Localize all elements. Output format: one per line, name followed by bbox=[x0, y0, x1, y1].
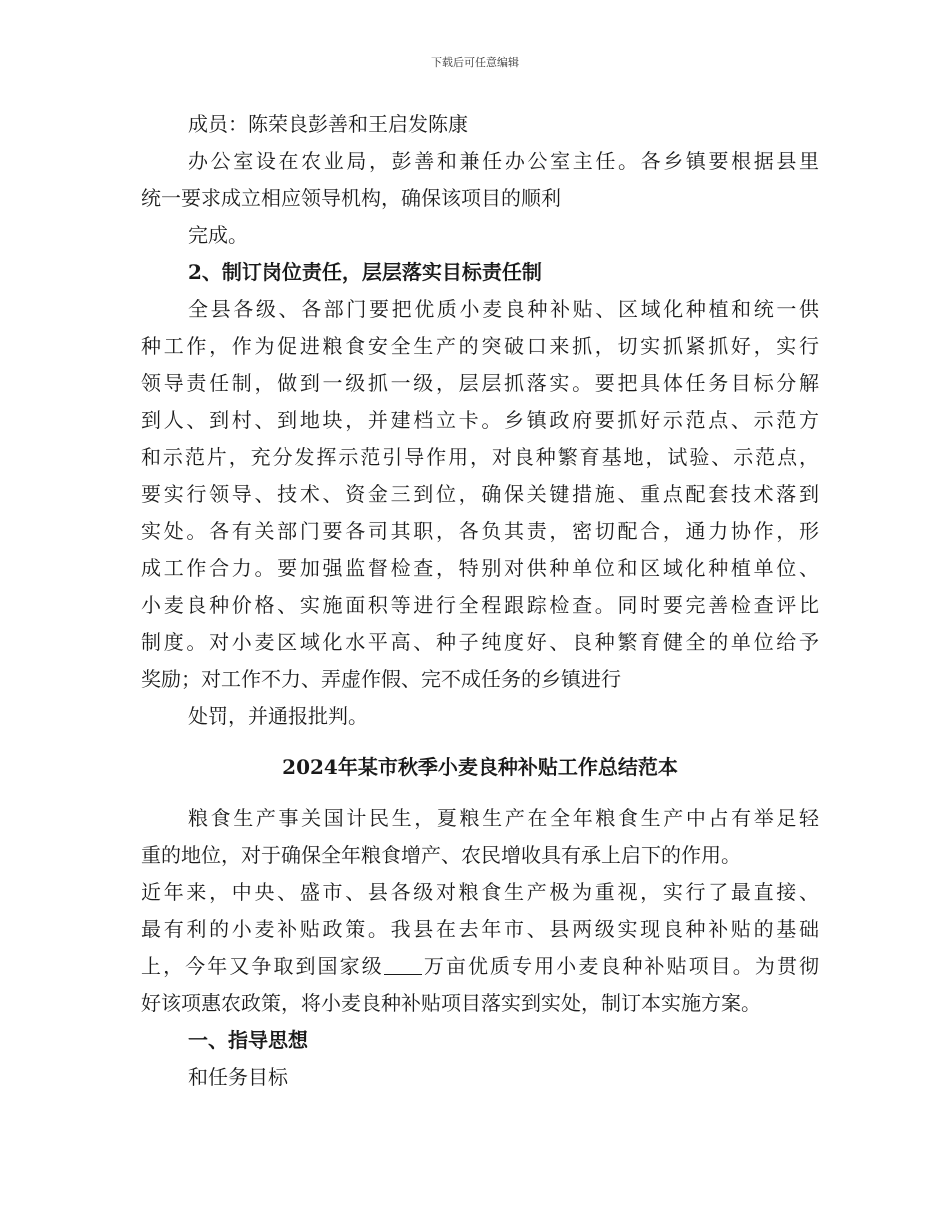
paragraph-line: 近年来，中央、盛市、县各级对粮食生产极为重视，实行了最直接、 bbox=[141, 880, 819, 904]
paragraph-line: 到人、到村、到地块，并建档立卡。乡镇政府要抓好示范点、示范方 bbox=[141, 408, 819, 432]
paragraph-line bbox=[141, 948, 819, 985]
paragraph-line: 奖励；对工作不力、弄虚作假、完不成任务的乡镇进行 bbox=[141, 667, 621, 691]
text-fragment: 上，今年又争取到国家级 bbox=[141, 954, 384, 978]
paragraph-line: 粮食生产事关国计民生，夏粮生产在全年粮食生产中占有举足轻 bbox=[188, 806, 819, 830]
paragraph-line: 种工作，作为促进粮食安全生产的突破口来抓，切实抓紧抓好，实行 bbox=[141, 334, 819, 358]
section-heading: 一、指导思想 bbox=[188, 1028, 308, 1052]
paragraph-line: 全县各级、各部门要把优质小麦良种补贴、区域化种植和统一供 bbox=[188, 297, 819, 321]
paragraph-line: 重的地位，对于确保全年粮食增产、农民增收具有承上启下的作用。 bbox=[141, 843, 741, 867]
paragraph-line: 统一要求成立相应领导机构，确保该项目的顺利 bbox=[141, 186, 561, 210]
paragraph-line: 小麦良种价格、实施面积等进行全程跟踪检查。同时要完善检查评比 bbox=[141, 593, 819, 617]
fill-in-blank bbox=[384, 954, 422, 975]
paragraph-line: 最有利的小麦补贴政策。我县在去年市、县两级实现良种补贴的基础 bbox=[141, 917, 819, 941]
text-fragment: 万亩优质专用小麦良种补贴项目。为贯彻 bbox=[421, 954, 820, 978]
document-title: 2024年某市秋季小麦良种补贴工作总结范本 bbox=[282, 755, 678, 779]
section-heading: 2、制订岗位责任，层层落实目标责任制 bbox=[188, 260, 542, 284]
paragraph-line: 要实行领导、技术、资金三到位，确保关键措施、重点配套技术落到 bbox=[141, 482, 819, 506]
paragraph-line: 办公室设在农业局，彭善和兼任办公室主任。各乡镇要根据县里 bbox=[188, 149, 819, 173]
document-body bbox=[141, 106, 819, 1096]
paragraph-line: 和示范片，充分发挥示范引导作用，对良种繁育基地，试验、示范点， bbox=[141, 445, 819, 469]
paragraph-line: 实处。各有关部门要各司其职，各负其责，密切配合，通力协作，形 bbox=[141, 519, 819, 543]
members-line: 成员：陈荣良彭善和王启发陈康 bbox=[188, 112, 468, 136]
paragraph-line: 制度。对小麦区域化水平高、种子纯度好、良种繁育健全的单位给予 bbox=[141, 630, 819, 654]
page-header: 下载后可任意编辑 bbox=[431, 56, 519, 69]
paragraph-line: 成工作合力。要加强监督检查，特别对供种单位和区域化种植单位、 bbox=[141, 556, 819, 580]
paragraph-line: 处罚，并通报批判。 bbox=[188, 704, 368, 728]
paragraph-line: 好该项惠农政策，将小麦良种补贴项目落实到实处，制订本实施方案。 bbox=[141, 991, 761, 1015]
paragraph-line: 和任务目标 bbox=[188, 1065, 288, 1089]
paragraph-line: 领导责任制，做到一级抓一级，层层抓落实。要把具体任务目标分解 bbox=[141, 371, 819, 395]
paragraph-line: 完成。 bbox=[188, 223, 248, 247]
